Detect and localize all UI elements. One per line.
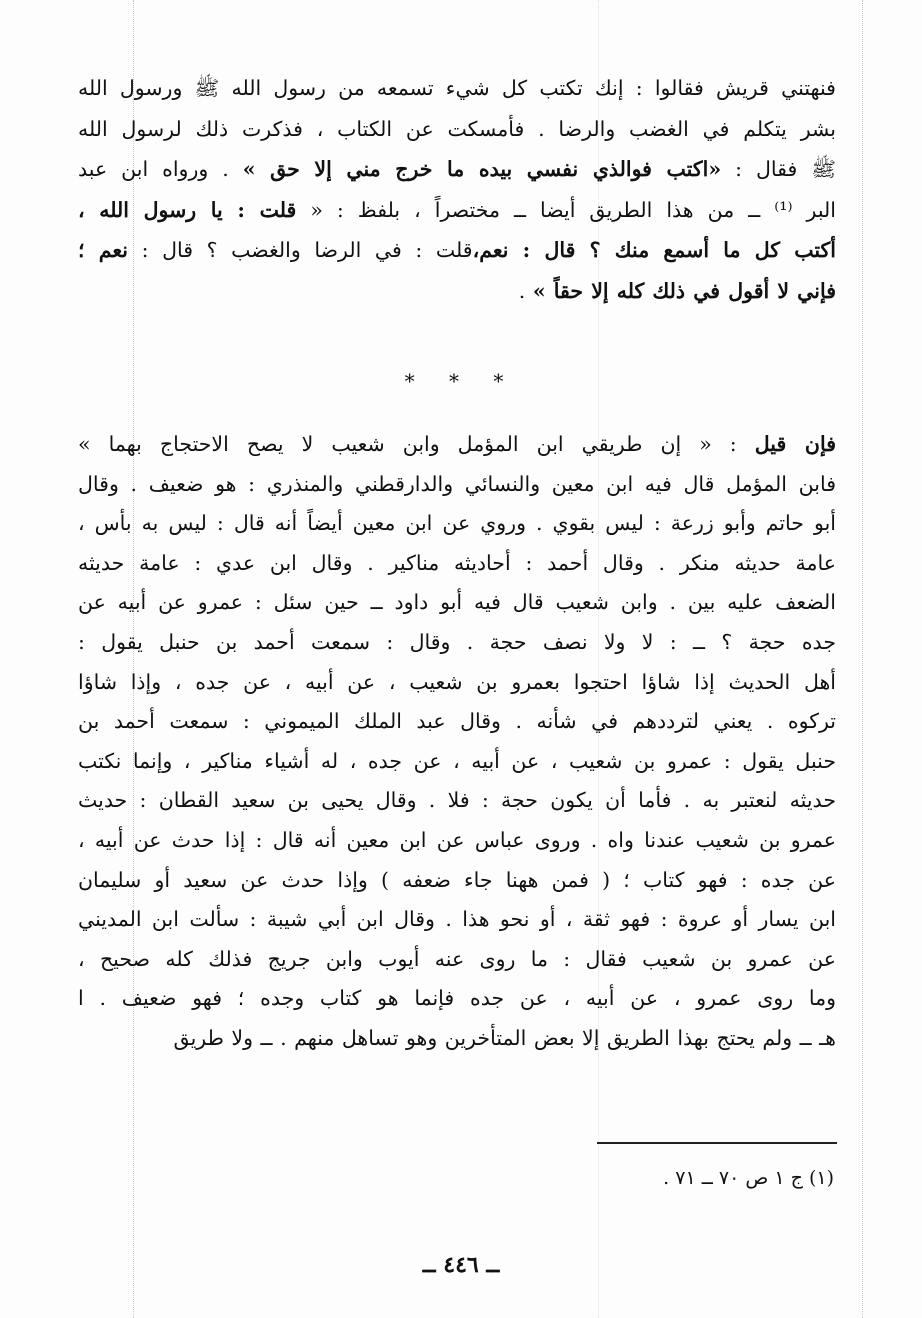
- text-line: [78, 1019, 836, 1059]
- paragraph-hadith-narration: [78, 68, 836, 311]
- text-line: [78, 149, 836, 190]
- text-line: [78, 68, 836, 109]
- text-run: جده حجة ؟ ــ : لا ولا نصف حجة . وقال : سمعت أحمد بن حنبل يقول :: [78, 629, 836, 654]
- footnote-rule: [597, 1142, 837, 1144]
- text-run: وما روى عمرو ، عن أبيه ، عن جده فإنما هو كتاب وجده ؛ فهو ضعيف . ا: [78, 986, 836, 1011]
- text-run: حديثه لنعتبر به . فأما أن يكون حجة : فلا . وقال يحيى بن سعيد القطان : حديث: [78, 788, 836, 813]
- text-line: [78, 504, 836, 544]
- text-line: [78, 821, 836, 861]
- bold-run: نعم ؛: [78, 238, 128, 262]
- text-line: [78, 544, 836, 584]
- text-line: [78, 702, 836, 742]
- text-run: . ورواه ابن عبد: [78, 157, 243, 181]
- text-line: [78, 979, 836, 1019]
- text-run: الضعف عليه بين . وابن شعيب قال فيه أبو داود ــ حين سئل : عمرو عن أبيه عن: [78, 590, 836, 615]
- text-line: [78, 425, 836, 465]
- text-run: تركوه . يعني لترددهم في شأنه . وقال عبد الملك الميموني : سمعت أحمد بن: [78, 709, 836, 734]
- text-run: فابن المؤمل قال فيه ابن معين والنسائي والدارقطني والمنذري : هو ضعيف . وقال: [78, 471, 836, 496]
- text-run: : « إن طريقي ابن المؤمل وابن شعيب لا يصح الاحتجاج بهما »: [78, 432, 755, 456]
- bold-run: فإني لا أقول في ذلك كله إلا حقاً »: [532, 278, 836, 303]
- text-run: أبو حاتم وأبو زرعة : ليس بقوي . وروي عن ابن معين أيضاً أنه قال : ليس به بأس ،: [78, 511, 836, 536]
- page-number: ــ ٤٤٦ ــ: [422, 1252, 500, 1278]
- footnote: (١) ج ١ ص ٧٠ ــ ٧١ .: [663, 1167, 834, 1189]
- text-run: عامة حديثه منكر . وقال أحمد : أحاديثه مناكير . وقال ابن عدي : عامة حديثه: [78, 550, 836, 575]
- text-run: هـ ــ ولم يحتج بهذا الطريق إلا بعض المتأخرين وهو تساهل منهم . ــ ولا طريق: [173, 1025, 836, 1050]
- text-run: بشر يتكلم في الغضب والرضا . فأمسكت عن الكتاب ، فذكرت ذلك لرسول الله: [78, 116, 836, 141]
- scan-artifact-line: [862, 0, 863, 1318]
- text-run: فنهتني قريش فقالوا : إنك تكتب كل شيء تسمعه من رسول الله ﷺ ورسول الله: [78, 76, 836, 100]
- text-line: [78, 465, 836, 505]
- text-line: [78, 190, 836, 231]
- bold-run: أكتب كل ما أسمع منك ؟ قال : نعم،: [472, 238, 836, 262]
- text-line: [78, 271, 836, 312]
- text-run: .: [518, 278, 533, 303]
- text-line: [78, 109, 836, 150]
- text-run: البر ⁽¹⁾ ــ من هذا الطريق أيضا ــ مختصراً ، بلفظ : «: [296, 197, 836, 222]
- text-line: [78, 230, 836, 271]
- text-run: عمرو بن شعيب عندنا واه . وروى عباس عن ابن معين أنه قال : إذا حدث عن أبيه ،: [78, 827, 836, 852]
- paragraph-objection-discussion: [78, 425, 836, 1059]
- text-run: ابن يسار أو عروة : فهو ثقة ، أو نحو هذا . وقال ابن أبي شيبة : سألت ابن المديني: [78, 907, 837, 932]
- text-line: [78, 663, 836, 703]
- text-line: [78, 623, 836, 663]
- text-line: [78, 861, 836, 901]
- text-line: [78, 900, 836, 940]
- text-run: حنبل يقول : عمرو بن شعيب ، عن أبيه ، عن جده ، له أشياء مناكير ، وإنما نكتب: [78, 748, 836, 773]
- section-separator: * * *: [404, 369, 518, 393]
- text-line: [78, 742, 836, 782]
- bold-run: قلت : يا رسول الله ،: [78, 197, 297, 222]
- bold-run: فإن قيل: [754, 432, 836, 456]
- text-line: [78, 781, 836, 821]
- bold-run: «اكتب فوالذي نفسي بيده ما خرج مني إلا حق »: [242, 157, 722, 181]
- text-run: عن عمرو بن شعيب فقال : ما روى عنه أيوب وابن جريج فذلك كله صحيح ،: [78, 946, 836, 971]
- text-run: أهل الحديث إذا شاؤا احتجوا بعمرو بن شعيب ، عن أبيه ، عن جده ، وإذا شاؤا: [78, 669, 836, 694]
- text-run: ﷺ فقال :: [721, 157, 837, 181]
- text-line: [78, 940, 836, 980]
- text-run: عن جده : فهو كتاب ؛ ( فمن ههنا جاء ضعفه ) وإذا حدث عن سعيد أو سليمان: [78, 867, 836, 892]
- text-run: قلت : في الرضا والغضب ؟ قال :: [127, 238, 473, 262]
- text-line: [78, 583, 836, 623]
